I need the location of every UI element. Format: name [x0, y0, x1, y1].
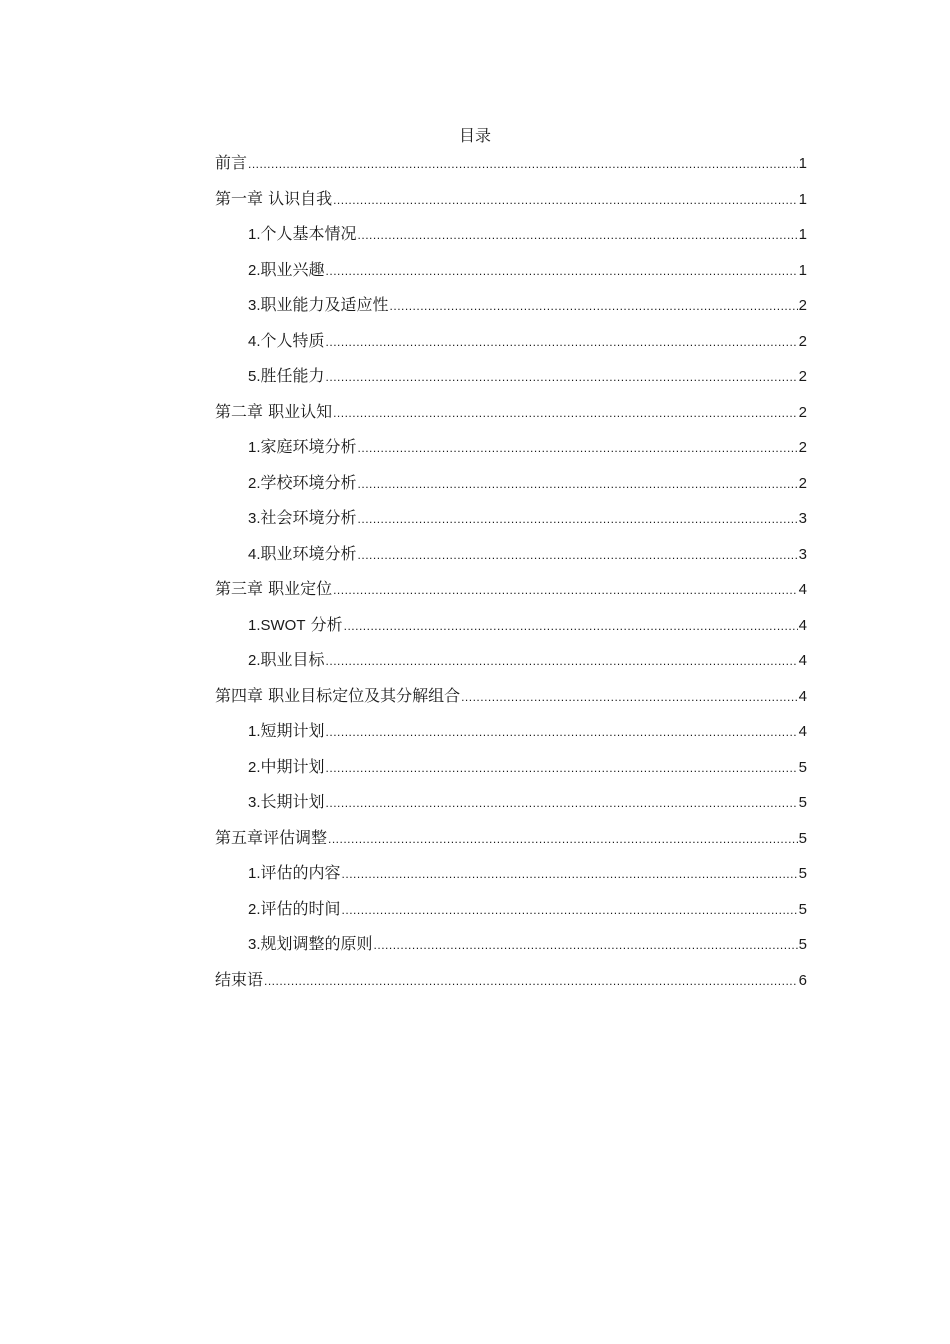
toc-entry-label [215, 678, 460, 714]
toc-page-number: 4 [798, 652, 807, 669]
toc-dot-leader [374, 928, 798, 964]
toc-dot-leader [248, 147, 798, 183]
toc-entry-label [215, 571, 332, 607]
toc-entry-title: 分析 [305, 614, 343, 634]
toc-page-number: 1 [798, 261, 807, 279]
toc-entry-label [248, 536, 357, 573]
toc-section-entry[interactable] [215, 749, 807, 785]
toc-dot-leader [326, 644, 798, 680]
toc-entry-label [248, 429, 357, 466]
toc-entry-title: 职业能力及适应性 [260, 295, 389, 314]
toc-dot-leader [333, 396, 798, 432]
toc-entry-label [248, 500, 357, 537]
toc-entry-label [215, 820, 327, 856]
toc-entry-title: 第五章评估调整 [215, 827, 328, 847]
toc-page-number: 2 [798, 332, 807, 350]
toc-chapter-entry[interactable] [215, 678, 807, 714]
table-of-contents [215, 145, 807, 997]
toc-chapter-entry[interactable] [215, 962, 807, 998]
toc-entry-number: 1. [248, 723, 261, 740]
toc-section-entry[interactable] [215, 216, 807, 252]
toc-entry-title: 学校环境分析 [260, 472, 357, 492]
toc-section-entry[interactable] [215, 607, 807, 643]
toc-page-number: 6 [798, 971, 807, 989]
toc-entry-label [248, 784, 325, 821]
toc-entry-number: 4. [248, 332, 261, 350]
toc-entry-title: 第三章 职业定位 [215, 579, 333, 598]
toc-section-entry[interactable] [215, 642, 807, 678]
toc-entry-number: 2. [248, 652, 261, 669]
toc-dot-leader [326, 325, 798, 361]
toc-entry-label [248, 713, 325, 750]
toc-entry-title: 个人基本情况 [260, 224, 357, 243]
toc-entry-title: 个人特质 [260, 330, 325, 350]
toc-section-entry[interactable] [215, 713, 807, 749]
toc-page-number: 1 [798, 155, 807, 172]
toc-section-entry[interactable] [215, 252, 807, 288]
toc-entry-label [248, 749, 325, 786]
toc-dot-leader [328, 822, 798, 858]
toc-dot-leader [326, 751, 798, 787]
toc-entry-label [215, 145, 247, 181]
toc-section-entry[interactable] [215, 926, 807, 962]
toc-dot-leader [342, 893, 798, 929]
toc-section-entry[interactable] [215, 536, 807, 572]
toc-title: 目录 [458, 126, 491, 145]
toc-dot-leader [333, 183, 798, 219]
toc-dot-leader [342, 857, 798, 893]
toc-entry-title: 评估的时间 [260, 898, 341, 918]
toc-entry-number: 2. [248, 261, 261, 279]
toc-entry-number: 1. [248, 226, 261, 243]
toc-entry-number: 1. [248, 865, 261, 882]
toc-entry-label [215, 181, 332, 217]
toc-entry-title: 职业兴趣 [260, 259, 325, 279]
toc-dot-leader [358, 218, 798, 254]
toc-section-entry[interactable] [215, 500, 807, 536]
toc-dot-leader [326, 360, 798, 396]
toc-section-entry[interactable] [215, 429, 807, 465]
toc-dot-leader [461, 680, 798, 716]
toc-page-number: 5 [798, 865, 807, 882]
toc-entry-title: 第一章 认识自我 [215, 188, 333, 208]
toc-entry-title: 家庭环境分析 [260, 437, 357, 456]
toc-page-number: 4 [798, 723, 807, 740]
toc-entry-title: 社会环境分析 [260, 508, 357, 527]
toc-dot-leader [358, 431, 798, 467]
toc-entry-number: 2. [248, 900, 261, 918]
toc-entry-label [248, 465, 357, 502]
toc-entry-number: 3. [248, 936, 261, 953]
toc-entry-title: 评估的内容 [260, 863, 341, 882]
toc-section-entry[interactable] [215, 855, 807, 891]
toc-page-number: 1 [798, 190, 807, 208]
toc-entry-number: 2. [248, 474, 261, 492]
toc-chapter-entry[interactable] [215, 145, 807, 181]
toc-entry-number: 2. [248, 758, 261, 776]
toc-entry-title: 结束语 [215, 969, 264, 989]
toc-chapter-entry[interactable] [215, 571, 807, 607]
toc-page-number: 4 [798, 581, 807, 598]
toc-dot-leader [344, 609, 798, 645]
toc-entry-number: 4. [248, 545, 261, 563]
toc-entry-label [248, 855, 341, 892]
toc-dot-leader [358, 467, 798, 503]
toc-page-number: 5 [798, 936, 807, 953]
toc-section-entry[interactable] [215, 891, 807, 927]
toc-entry-label [248, 287, 389, 324]
toc-entry-label [215, 962, 263, 998]
toc-section-entry[interactable] [215, 323, 807, 359]
toc-entry-title: 长期计划 [260, 792, 325, 811]
toc-page-number: 2 [798, 297, 807, 314]
toc-entry-number: 3. [248, 794, 261, 811]
toc-section-entry[interactable] [215, 287, 807, 323]
toc-entry-title: 胜任能力 [260, 366, 325, 385]
toc-section-entry[interactable] [215, 465, 807, 501]
toc-entry-label [248, 216, 357, 253]
toc-entry-number: 3. [248, 297, 261, 314]
toc-page-number: 4 [798, 616, 807, 634]
toc-dot-leader [390, 289, 798, 325]
toc-entry-title: 前言 [215, 153, 248, 172]
toc-entry-title: 规划调整的原则 [260, 934, 373, 953]
toc-entry-number: 1.SWOT [248, 616, 306, 634]
toc-entry-number: 5. [248, 368, 261, 385]
toc-page-number: 3 [798, 510, 807, 527]
toc-dot-leader [333, 573, 798, 609]
toc-entry-label [248, 358, 325, 395]
toc-page-number: 2 [798, 439, 807, 456]
toc-entry-title: 职业环境分析 [260, 543, 357, 563]
toc-chapter-entry[interactable] [215, 394, 807, 430]
toc-dot-leader [358, 502, 798, 538]
toc-page-number: 5 [798, 829, 807, 847]
toc-entry-number: 3. [248, 510, 261, 527]
toc-entry-title: 短期计划 [260, 721, 325, 740]
toc-entry-label [248, 642, 325, 679]
toc-page-number: 5 [798, 794, 807, 811]
toc-entry-label [248, 323, 325, 360]
toc-entry-title: 中期计划 [260, 756, 325, 776]
toc-dot-leader [326, 786, 798, 822]
toc-entry-label [248, 607, 343, 644]
toc-page-number: 1 [798, 226, 807, 243]
toc-chapter-entry[interactable] [215, 181, 807, 217]
toc-entry-title: 第四章 职业目标定位及其分解组合 [215, 685, 461, 705]
toc-entry-title: 职业目标 [260, 650, 325, 669]
toc-page-number: 2 [798, 403, 807, 421]
toc-section-entry[interactable] [215, 358, 807, 394]
toc-entry-label [248, 891, 341, 928]
toc-page-number: 3 [798, 545, 807, 563]
toc-dot-leader [358, 538, 798, 574]
toc-page-number: 2 [798, 474, 807, 492]
toc-dot-leader [326, 254, 798, 290]
toc-page-number: 5 [798, 758, 807, 776]
toc-chapter-entry[interactable] [215, 820, 807, 856]
toc-dot-leader [326, 715, 798, 751]
toc-dot-leader [264, 964, 798, 1000]
toc-page-number: 4 [798, 687, 807, 705]
toc-entry-label [215, 394, 332, 430]
toc-page-number: 5 [798, 900, 807, 918]
toc-page-number: 2 [798, 368, 807, 385]
toc-section-entry[interactable] [215, 784, 807, 820]
toc-entry-title: 第二章 职业认知 [215, 401, 333, 421]
toc-entry-label [248, 252, 325, 289]
toc-entry-label [248, 926, 373, 963]
toc-entry-number: 1. [248, 439, 261, 456]
